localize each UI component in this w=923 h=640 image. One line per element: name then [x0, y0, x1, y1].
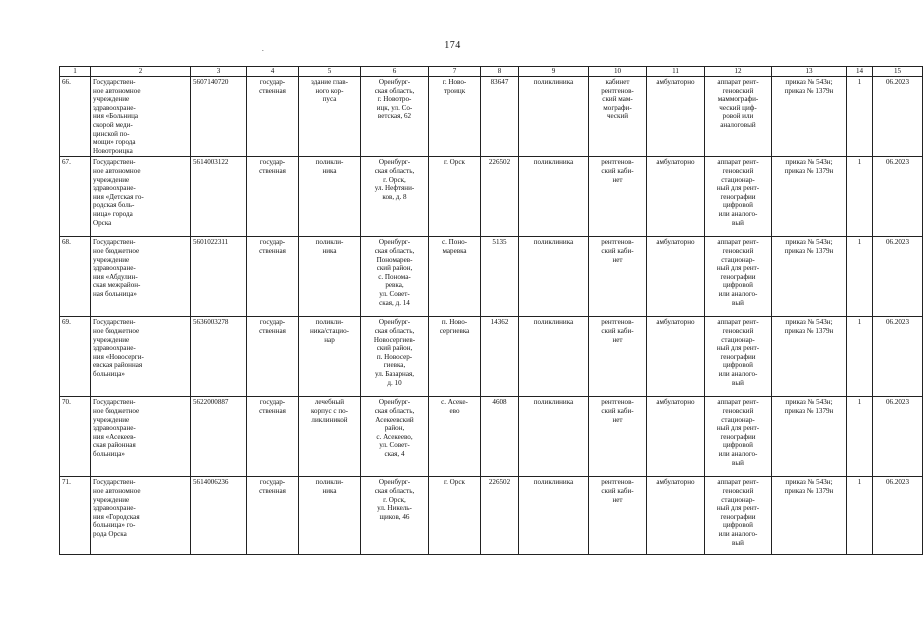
ownership-form-cell-text: государ- ственная	[259, 318, 286, 335]
building-cell	[299, 477, 361, 555]
organization-name-cell-text: Государствен- ное бюджетное учреждение здравоохране- ния «Новосерги- евская районная больница»	[93, 318, 144, 378]
column-number-header-row	[60, 67, 923, 77]
row-number-cell-text: 66.	[62, 78, 71, 86]
orders-cell-text: приказ № 543н; приказ № 1379н	[784, 478, 834, 495]
organization-name-cell-text: Государствен- ное автономное учреждение здравоохране- ния «Детская го- родская боль- ница» города Орска	[93, 158, 144, 227]
room-type-cell-text: рентгенов- ский каби- нет	[601, 238, 634, 264]
quantity-cell-text: 1	[857, 238, 862, 247]
organization-name-cell	[91, 157, 191, 237]
equipment-cell	[705, 237, 772, 317]
unit-type-cell	[519, 77, 589, 157]
quantity-cell	[847, 157, 873, 237]
building-cell-text: поликли- ника	[315, 478, 344, 495]
organization-name-cell-text: Государствен- ное бюджетное учреждение здравоохране- ния «Абдулин- ская межрайон- ная больница»	[93, 238, 141, 298]
unit-type-cell	[519, 397, 589, 477]
address-cell-text: Оренбург- ская область, г. Орск, ул. Нефтяни- ков, д. 8	[374, 158, 415, 201]
equipment-cell-text: аппарат рент- геновский маммографи- ческий циф- ровой или аналоговый	[717, 78, 759, 129]
date-cell	[873, 157, 923, 237]
column-header: 1	[60, 67, 91, 77]
room-type-cell-text: рентгенов- ский каби- нет	[601, 398, 634, 424]
quantity-cell	[847, 317, 873, 397]
column-header: 9	[519, 67, 589, 77]
registry-table-body	[60, 77, 923, 555]
organization-name-cell-text: Государствен- ное автономное учреждение здравоохране- ния «Городская больница» го- рода Орска	[93, 478, 141, 538]
inn-cell-text: 5614006236	[193, 478, 229, 487]
ownership-form-cell	[247, 157, 299, 237]
ownership-form-cell	[247, 397, 299, 477]
unit-type-cell-text: поликлиника	[533, 78, 574, 86]
inn-cell-text: 5607140720	[193, 78, 229, 86]
equipment-cell	[705, 77, 772, 157]
ownership-form-cell	[247, 317, 299, 397]
column-header: 13	[772, 67, 847, 77]
scan-dot-mark: .	[262, 45, 264, 53]
care-form-cell	[647, 77, 705, 157]
orders-cell	[772, 317, 847, 397]
column-header: 14	[847, 67, 873, 77]
care-form-cell-text: амбулаторно	[656, 158, 695, 167]
ownership-form-cell	[247, 477, 299, 555]
organization-name-cell	[91, 77, 191, 157]
building-cell-text: здание глав- ного кор- пуса	[311, 78, 348, 104]
settlement-cell	[429, 477, 481, 555]
page-number: 174	[444, 40, 461, 51]
settlement-cell-text: с. Поно- маревка	[441, 238, 468, 255]
building-cell	[299, 157, 361, 237]
ownership-form-cell-text: государ- ственная	[259, 158, 286, 175]
settlement-cell-text: г. Орск	[444, 158, 465, 167]
settlement-cell	[429, 317, 481, 397]
inn-cell	[191, 77, 247, 157]
address-cell	[361, 477, 429, 555]
settlement-cell-text: с. Асеке- ево	[441, 398, 468, 415]
row-number-cell	[60, 157, 91, 237]
date-cell	[873, 477, 923, 555]
orders-cell-text: приказ № 543н; приказ № 1379н	[784, 398, 834, 415]
address-cell	[361, 77, 429, 157]
organization-name-cell	[91, 397, 191, 477]
column-header: 15	[873, 67, 923, 77]
column-header: 7	[429, 67, 481, 77]
care-form-cell	[647, 477, 705, 555]
row-number-cell-text: 68.	[62, 238, 71, 247]
settlement-cell-text: г. Орск	[444, 478, 465, 487]
address-cell	[361, 237, 429, 317]
date-cell-text: 06.2023	[885, 478, 910, 487]
orders-cell	[772, 157, 847, 237]
room-type-cell	[589, 237, 647, 317]
date-cell	[873, 317, 923, 397]
population-cell	[481, 317, 519, 397]
unit-type-cell	[519, 317, 589, 397]
column-header: 3	[191, 67, 247, 77]
date-cell-text: 06.2023	[885, 318, 910, 327]
population-cell-text: 14362	[490, 318, 509, 327]
column-header: 6	[361, 67, 429, 77]
ownership-form-cell	[247, 237, 299, 317]
room-type-cell	[589, 477, 647, 555]
population-cell-text: 83647	[490, 78, 509, 86]
building-cell	[299, 397, 361, 477]
row-number-cell	[60, 477, 91, 555]
table-row	[60, 317, 923, 397]
address-cell	[361, 157, 429, 237]
room-type-cell	[589, 77, 647, 157]
inn-cell	[191, 397, 247, 477]
equipment-cell	[705, 477, 772, 555]
population-cell	[481, 157, 519, 237]
orders-cell	[772, 397, 847, 477]
settlement-cell	[429, 397, 481, 477]
ownership-form-cell	[247, 77, 299, 157]
building-cell-text: поликли- ника	[315, 158, 344, 175]
care-form-cell	[647, 157, 705, 237]
ownership-form-cell-text: государ- ственная	[259, 238, 286, 255]
population-cell	[481, 77, 519, 157]
organization-name-cell	[91, 477, 191, 555]
row-number-cell-text: 71.	[62, 478, 71, 487]
population-cell-text: 5135	[492, 238, 507, 247]
inn-cell	[191, 477, 247, 555]
inn-cell-text: 5601022311	[193, 238, 229, 247]
inn-cell	[191, 157, 247, 237]
population-cell-text: 226502	[488, 158, 511, 167]
quantity-cell	[847, 77, 873, 157]
ownership-form-cell-text: государ- ственная	[259, 398, 286, 415]
equipment-cell-text: аппарат рент- геновский стационар- ный для рент- генографии цифровой или аналого- вый	[716, 158, 760, 227]
orders-cell	[772, 477, 847, 555]
date-cell-text: 06.2023	[885, 158, 910, 167]
row-number-cell	[60, 317, 91, 397]
unit-type-cell	[519, 237, 589, 317]
quantity-cell-text: 1	[857, 158, 862, 167]
table-row	[60, 237, 923, 317]
equipment-cell-text: аппарат рент- геновский стационар- ный для рент- генографии цифровой или аналого- вый	[716, 318, 760, 387]
table-row	[60, 157, 923, 237]
organization-name-cell-text: Государствен- ное бюджетное учреждение здравоохране- ния «Асекеев- ская районная больница»	[93, 398, 140, 458]
room-type-cell	[589, 157, 647, 237]
quantity-cell-text: 1	[857, 78, 862, 86]
address-cell-text: Оренбург- ская область, Пономарев- ский район, с. Понома- ревка, ул. Совет- ская, д. 14	[374, 238, 415, 307]
date-cell	[873, 237, 923, 317]
quantity-cell-text: 1	[857, 318, 862, 327]
date-cell-text: 06.2023	[885, 238, 910, 247]
settlement-cell	[429, 77, 481, 157]
inn-cell-text: 5636003278	[193, 318, 229, 327]
care-form-cell	[647, 237, 705, 317]
column-header: 8	[481, 67, 519, 77]
equipment-cell	[705, 157, 772, 237]
orders-cell-text: приказ № 543н; приказ № 1379н	[784, 318, 834, 335]
quantity-cell	[847, 397, 873, 477]
orders-cell-text: приказ № 543н; приказ № 1379н	[784, 238, 834, 255]
care-form-cell-text: амбулаторно	[656, 478, 695, 487]
table-row	[60, 397, 923, 477]
quantity-cell-text: 1	[857, 398, 862, 407]
orders-cell	[772, 77, 847, 157]
equipment-cell-text: аппарат рент- геновский стационар- ный для рент- генографии цифровой или аналого- вый	[716, 238, 760, 307]
address-cell-text: Оренбург- ская область, Асекеевский район, с. Асекеево, ул. Совет- ская, 4	[374, 398, 415, 458]
date-cell-text: 06.2023	[885, 78, 910, 86]
unit-type-cell-text: поликлиника	[533, 158, 574, 167]
population-cell	[481, 397, 519, 477]
address-cell-text: Оренбург- ская область, г. Орск, ул. Никель- щиков, 46	[374, 478, 415, 521]
population-cell-text: 226502	[488, 478, 511, 487]
inn-cell	[191, 237, 247, 317]
address-cell	[361, 317, 429, 397]
building-cell	[299, 237, 361, 317]
population-cell	[481, 237, 519, 317]
row-number-cell-text: 69.	[62, 318, 71, 327]
unit-type-cell-text: поликлиника	[533, 478, 574, 487]
orders-cell	[772, 237, 847, 317]
building-cell-text: лечебный корпус с по- ликлиникой	[310, 398, 349, 424]
equipment-cell-text: аппарат рент- геновский стационар- ный для рент- генографии цифровой или аналого- вый	[716, 478, 760, 547]
population-cell-text: 4608	[492, 398, 507, 407]
column-header: 2	[91, 67, 191, 77]
settlement-cell-text: п. Ново- сергиевка	[439, 318, 470, 335]
unit-type-cell-text: поликлиника	[533, 398, 574, 407]
orders-cell-text: приказ № 543н; приказ № 1379н	[784, 158, 834, 175]
address-cell-text: Оренбург- ская область, Новосергиев- ский район, п. Новосер- гиевка, ул. Базарная, д. 10	[373, 318, 416, 387]
ownership-form-cell-text: государ- ственная	[259, 478, 286, 495]
unit-type-cell	[519, 157, 589, 237]
equipment-cell	[705, 317, 772, 397]
room-type-cell-text: кабинет рентгенов- ский мам- мографи- ческий	[601, 78, 634, 121]
column-header: 11	[647, 67, 705, 77]
unit-type-cell-text: поликлиника	[533, 238, 574, 247]
population-cell	[481, 477, 519, 555]
date-cell-text: 06.2023	[885, 398, 910, 407]
quantity-cell	[847, 477, 873, 555]
quantity-cell-text: 1	[857, 478, 862, 487]
date-cell	[873, 397, 923, 477]
quantity-cell	[847, 237, 873, 317]
building-cell	[299, 77, 361, 157]
care-form-cell	[647, 397, 705, 477]
row-number-cell	[60, 237, 91, 317]
care-form-cell-text: амбулаторно	[656, 318, 695, 327]
organization-name-cell-text: Государствен- ное автономное учреждение здравоохране- ния «Больница скорой меди- цинской по- мощи» города Новотроицка	[93, 78, 141, 155]
table-row	[60, 477, 923, 555]
address-cell	[361, 397, 429, 477]
column-header: 10	[589, 67, 647, 77]
building-cell-text: поликли- ника/стацио- нар	[309, 318, 350, 344]
room-type-cell	[589, 397, 647, 477]
settlement-cell	[429, 157, 481, 237]
organization-name-cell	[91, 317, 191, 397]
room-type-cell-text: рентгенов- ский каби- нет	[601, 478, 634, 504]
unit-type-cell	[519, 477, 589, 555]
column-header: 5	[299, 67, 361, 77]
organization-name-cell	[91, 237, 191, 317]
column-header: 4	[247, 67, 299, 77]
ownership-form-cell-text: государ- ственная	[259, 78, 286, 95]
orders-cell-text: приказ № 543н; приказ № 1379н	[784, 78, 834, 95]
unit-type-cell-text: поликлиника	[533, 318, 574, 327]
room-type-cell	[589, 317, 647, 397]
row-number-cell-text: 70.	[62, 398, 71, 407]
room-type-cell-text: рентгенов- ский каби- нет	[601, 318, 634, 344]
settlement-cell	[429, 237, 481, 317]
settlement-cell-text: г. Ново- троицк	[442, 78, 467, 95]
inn-cell-text: 5622000887	[193, 398, 229, 407]
inn-cell	[191, 317, 247, 397]
table-row	[60, 77, 923, 157]
column-header: 12	[705, 67, 772, 77]
inn-cell-text: 5614003122	[193, 158, 229, 167]
care-form-cell	[647, 317, 705, 397]
registry-table	[59, 66, 923, 555]
address-cell-text: Оренбург- ская область, г. Новотро- ицк, ул. Со- ветская, 62	[374, 78, 415, 121]
row-number-cell	[60, 77, 91, 157]
equipment-cell-text: аппарат рент- геновский стационар- ный для рент- генографии цифровой или аналого- вый	[716, 398, 760, 467]
care-form-cell-text: амбулаторно	[656, 238, 695, 247]
row-number-cell-text: 67.	[62, 158, 71, 167]
care-form-cell-text: амбулаторно	[656, 398, 695, 407]
care-form-cell-text: амбулаторно	[656, 78, 695, 86]
row-number-cell	[60, 397, 91, 477]
date-cell	[873, 77, 923, 157]
room-type-cell-text: рентгенов- ский каби- нет	[601, 158, 634, 184]
equipment-cell	[705, 397, 772, 477]
building-cell-text: поликли- ника	[315, 238, 344, 255]
building-cell	[299, 317, 361, 397]
